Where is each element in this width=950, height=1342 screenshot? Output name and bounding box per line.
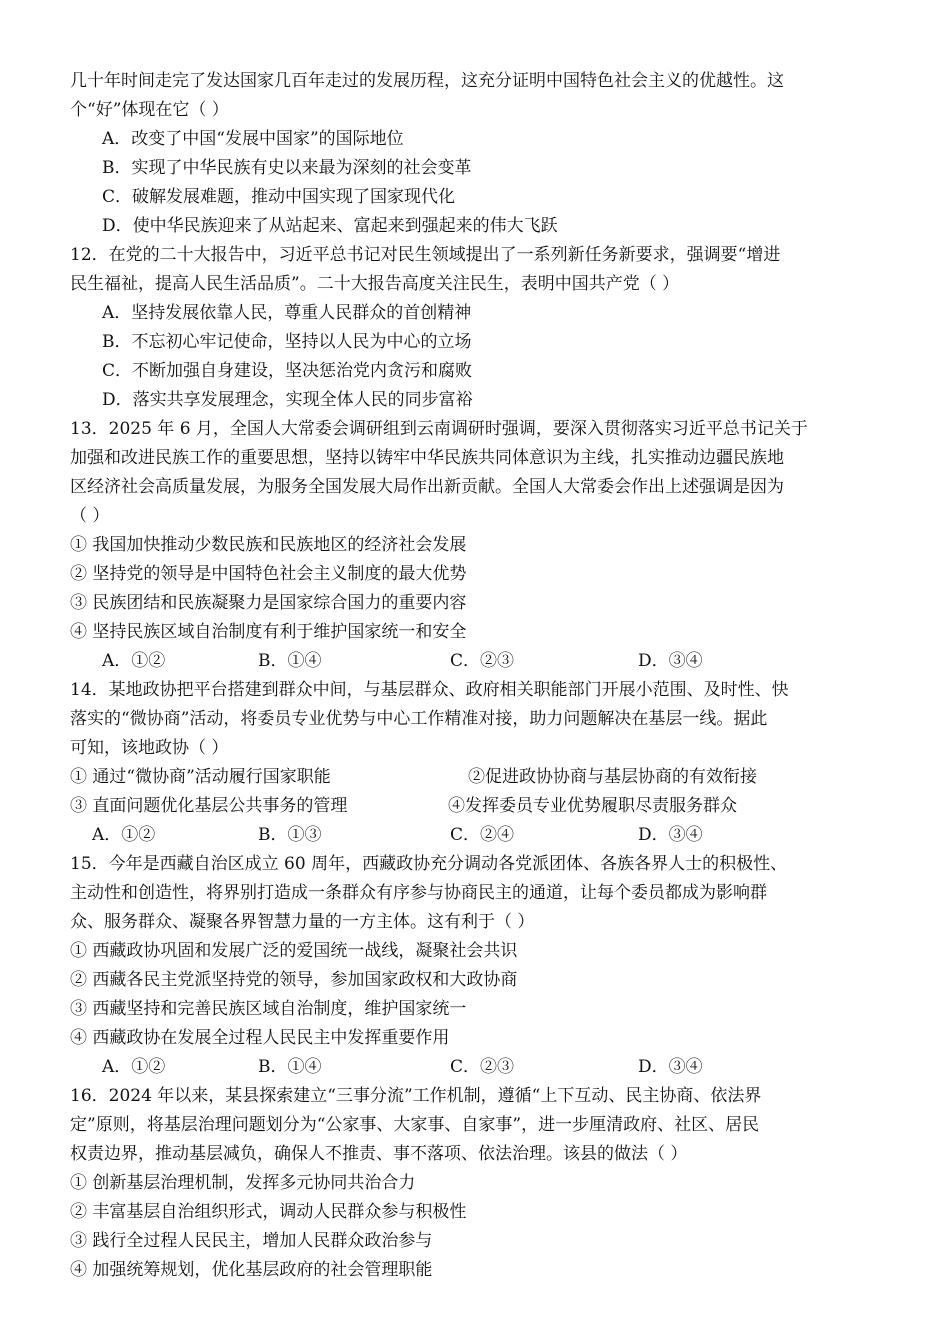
statement-item: ① 创新基层治理机制，发挥多元协同共治合力 <box>70 1173 416 1193</box>
question-text-line: 几十年时间走完了发达国家几百年走过的发展历程，这充分证明中国特色社会主义的优越性。这 <box>70 71 784 91</box>
answer-choices <box>70 821 885 850</box>
question-16 <box>70 1082 885 1285</box>
statement-item: ③ 践行全过程人民民主，增加人民群众政治参与 <box>70 1231 433 1251</box>
question-text-line: 15．今年是西藏自治区成立 60 周年，西藏政协充分调动各党派团体、各族各界人士的积极性、 <box>70 854 788 874</box>
question-text-line: 权责边界，推动基层减负，确保人不推责、事不落项、依法治理。该县的做法（ ） <box>70 1144 688 1164</box>
question-text-line: 众、服务群众、凝聚各界智慧力量的一方主体。这有利于（ ） <box>70 912 535 932</box>
statement-item: ① 西藏政协巩固和发展广泛的爱国统一战线，凝聚社会共识 <box>70 941 518 961</box>
choice-a: A．①② <box>102 651 166 671</box>
question-text-line: 落实的“微协商”活动，将委员专业优势与中心工作精准对接，助力问题解决在基层一线。据此 <box>70 709 768 729</box>
answer-choices <box>70 647 885 676</box>
question-text-line: 16．2024 年以来，某县探索建立“三事分流”工作机制，遵循“上下互动、民主协商、依法界 <box>70 1086 762 1106</box>
choice-b: B．①④ <box>258 1057 322 1077</box>
choice-c: C．②④ <box>450 825 515 845</box>
statement-item: ③ 直面问题优化基层公共事务的管理 <box>70 796 348 816</box>
question-text-line: 定”原则，将基层治理问题划分为“公家事、大家事、自家事”，进一步厘清政府、社区、居民 <box>70 1115 760 1135</box>
option-c: C．不断加强自身建设，坚决惩治党内贪污和腐败 <box>102 361 473 381</box>
choice-c: C．②③ <box>450 1057 515 1077</box>
statement-item: ① 通过“微协商”活动履行国家职能 <box>70 767 331 787</box>
statement-pair <box>70 763 885 792</box>
statement-item: ③ 民族团结和民族凝聚力是国家综合国力的重要内容 <box>70 593 467 613</box>
option-c: C．破解发展难题，推动中国实现了国家现代化 <box>102 187 456 207</box>
choice-a: A．①② <box>92 825 156 845</box>
choice-b: B．①③ <box>258 825 322 845</box>
question-text-line: （ ） <box>70 506 110 526</box>
statement-item: ④ 西藏政协在发展全过程人民民主中发挥重要作用 <box>70 1028 450 1048</box>
choice-d: D．③④ <box>638 1057 703 1077</box>
statement-item: ②促进政协协商与基层协商的有效衔接 <box>468 767 757 787</box>
question-13 <box>70 415 885 676</box>
question-11 <box>70 67 885 241</box>
statement-item: ④ 加强统筹规划，优化基层政府的社会管理职能 <box>70 1260 433 1280</box>
option-a: A．改变了中国“发展中国家”的国际地位 <box>102 129 404 149</box>
question-15 <box>70 850 885 1082</box>
question-text-line: 13．2025 年 6 月，全国人大常委会调研组到云南调研时强调，要深入贯彻落实习近平总书记关于 <box>70 419 808 439</box>
choice-a: A．①② <box>102 1057 166 1077</box>
statement-item: ③ 西藏坚持和完善民族区域自治制度，维护国家统一 <box>70 999 467 1019</box>
answer-choices <box>70 1053 885 1082</box>
option-d: D．落实共享发展理念，实现全体人民的同步富裕 <box>102 390 473 410</box>
question-text-line: 主动性和创造性，将界别打造成一条群众有序参与协商民主的通道，让每个委员都成为影响群 <box>70 883 767 903</box>
question-text-line: 12．在党的二十大报告中，习近平总书记对民生领域提出了一系列新任务新要求，强调要“增进 <box>70 245 781 265</box>
option-b: B．不忘初心牢记使命，坚持以人民为中心的立场 <box>102 332 472 352</box>
choice-d: D．③④ <box>638 651 703 671</box>
statement-item: ④发挥委员专业优势履职尽责服务群众 <box>448 796 737 816</box>
question-text-line: 区经济社会高质量发展，为服务全国发展大局作出新贡献。全国人大常委会作出上述强调是因为 <box>70 477 784 497</box>
option-a: A．坚持发展依靠人民，尊重人民群众的首创精神 <box>102 303 472 323</box>
statement-item: ④ 坚持民族区域自治制度有利于维护国家统一和安全 <box>70 622 467 642</box>
choice-b: B．①④ <box>258 651 322 671</box>
option-b: B．实现了中华民族有史以来最为深刻的社会变革 <box>102 158 472 178</box>
statement-item: ② 西藏各民主党派坚持党的领导，参加国家政权和大政协商 <box>70 970 518 990</box>
choice-c: C．②③ <box>450 651 515 671</box>
option-d: D．使中华民族迎来了从站起来、富起来到强起来的伟大飞跃 <box>102 216 558 236</box>
question-text-line: 民生福祉，提高人民生活品质”。二十大报告高度关注民生，表明中国共产党（ ） <box>70 274 680 294</box>
statement-item: ① 我国加快推动少数民族和民族地区的经济社会发展 <box>70 535 467 555</box>
statement-item: ② 丰富基层自治组织形式，调动人民群众参与积极性 <box>70 1202 467 1222</box>
question-text-line: 14．某地政协把平台搭建到群众中间，与基层群众、政府相关职能部门开展小范围、及时性、快 <box>70 680 789 700</box>
question-text-line: 加强和改进民族工作的重要思想，坚持以铸牢中华民族共同体意识为主线，扎实推动边疆民族地 <box>70 448 784 468</box>
exam-page <box>70 67 885 1285</box>
question-text-line: 可知，该地政协（ ） <box>70 738 229 758</box>
statement-item: ② 坚持党的领导是中国特色社会主义制度的最大优势 <box>70 564 467 584</box>
choice-d: D．③④ <box>638 825 703 845</box>
statement-pair <box>70 792 885 821</box>
question-text-line: 个“好”体现在它（ ） <box>70 100 229 120</box>
question-14 <box>70 676 885 850</box>
question-12 <box>70 241 885 415</box>
